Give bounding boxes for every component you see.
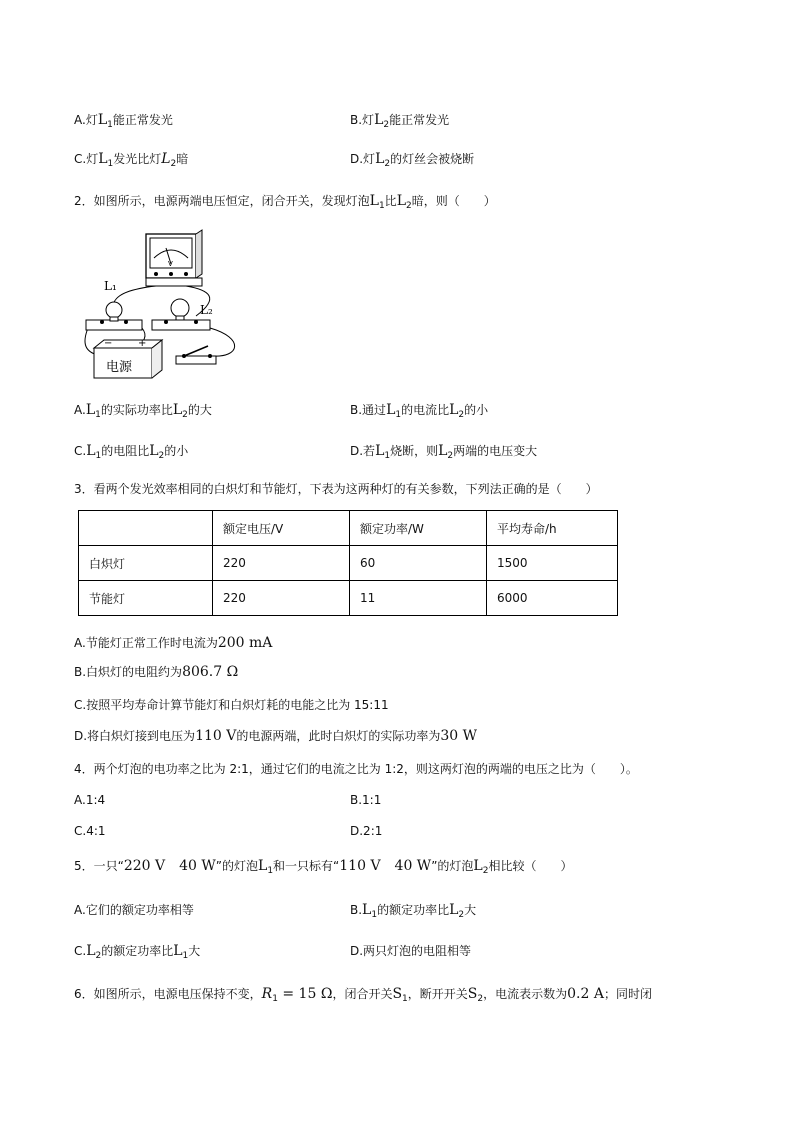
table-row <box>79 581 618 616</box>
q4-option-b: B.1:1 <box>350 793 382 807</box>
q5-option-b: $B.L_1$的额定功率比$L_2$大 <box>350 902 477 920</box>
table-cell: 11 <box>350 581 487 616</box>
table-cell: 节能灯 <box>79 581 213 616</box>
svg-text:L₂: L₂ <box>200 303 213 317</box>
voltmeter-icon <box>146 230 202 286</box>
q4-option-d: D.2:1 <box>350 824 383 838</box>
q2-option-c: $C.L_1$的电阻比$L_2$的小 <box>74 443 189 461</box>
q6-stem: 6．如图所示，电源电压保持不变，$R_1 = 15$ Ω，闭合开关$S_1$，断开开关$S_2$，电流表示数为0.2 A；同时闭 <box>74 986 652 1004</box>
q3-option-d: D.将白炽灯接到电压为110 V的电源两端，此时白炽灯的实际功率为30 W <box>74 728 478 744</box>
svg-text:L₁: L₁ <box>104 279 117 293</box>
table-cell: 白炽灯 <box>79 546 213 581</box>
q3-stem: 3．看两个发光效率相同的白炽灯和节能灯，下表为这两种灯的有关参数，下列法正确的是（ ） <box>74 482 598 496</box>
table-cell: 6000 <box>487 581 618 616</box>
lamp-l1-icon <box>86 302 142 330</box>
circuit-figure <box>80 228 240 383</box>
parameter-table <box>78 510 618 616</box>
q2-stem: 2．如图所示，电源两端电压恒定，闭合开关，发现灯泡$L_1$比$L_2$暗，则（ ） <box>74 193 496 211</box>
table-header-row <box>79 511 618 546</box>
q5-option-c: $C.L_2$的额定功率比$L_1$大 <box>74 943 201 961</box>
table-cell: 220 <box>213 546 350 581</box>
q4-option-a: A.1:4 <box>74 793 106 807</box>
q2-option-d: D.若$L_1$烧断，则$L_2$两端的电压变大 <box>350 443 538 461</box>
q5-stem: 5．一只“220 V 40 W”的灯泡$L_1$和一只标有“110 V 40 W”的灯泡$L_2$相比较（ ） <box>74 858 573 876</box>
q2-option-b: B.通过$L_1$的电流比$L_2$的小 <box>350 402 489 420</box>
q1-option-c: C.灯$L_1$发光比灯$L_2$暗 <box>74 151 189 169</box>
q3-option-a: A.节能灯正常工作时电流为200 mA <box>74 635 273 651</box>
q3-option-c: C.按照平均寿命计算节能灯和白炽灯耗的电能之比为 15:11 <box>74 698 389 712</box>
table-cell: 220 <box>213 581 350 616</box>
table-header-cell: 额定电压/V <box>213 511 350 546</box>
table-row <box>79 546 618 581</box>
q5-option-a: A.它们的额定功率相等 <box>74 903 194 917</box>
svg-text:−: − <box>104 338 113 349</box>
q4-option-c: C.4:1 <box>74 824 106 838</box>
q1-option-d: D.灯$L_2$的灯丝会被烧断 <box>350 151 475 169</box>
q5-option-d: D.两只灯泡的电阻相等 <box>350 944 472 958</box>
switch-icon <box>176 346 216 364</box>
table-cell: 1500 <box>487 546 618 581</box>
table-header-cell <box>79 511 213 546</box>
table-header-cell: 额定功率/W <box>350 511 487 546</box>
svg-text:V: V <box>168 260 173 268</box>
svg-text:+: + <box>138 338 147 349</box>
table-cell: 60 <box>350 546 487 581</box>
q3-option-b: B.白炽灯的电阻约为806.7 Ω <box>74 664 239 680</box>
svg-text:电源: 电源 <box>106 360 133 375</box>
q1-option-b: B.灯$L_2$能正常发光 <box>350 112 450 130</box>
table-header-cell: 平均寿命/h <box>487 511 618 546</box>
q2-option-a: $A.L_1$的实际功率比$L_2$的大 <box>74 402 212 420</box>
q4-stem: 4．两个灯泡的电功率之比为 2:1，通过它们的电流之比为 1:2，则这两灯泡的两端的电压之比为（ ）。 <box>74 762 638 776</box>
power-source-icon <box>94 338 162 378</box>
q1-option-a: A.灯$L_1$能正常发光 <box>74 112 173 130</box>
